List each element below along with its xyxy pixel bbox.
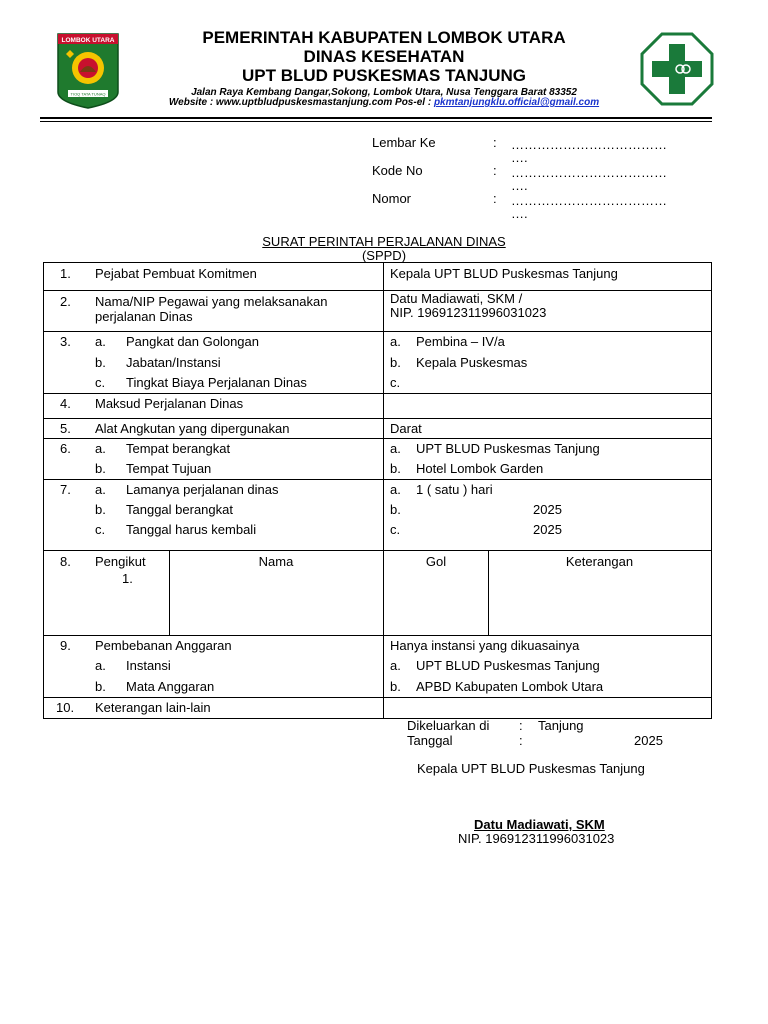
date-separator: : xyxy=(519,733,523,748)
row3c-value-marker: c. xyxy=(390,375,401,390)
header-rule-thin xyxy=(40,121,712,122)
row2-label-line1: Nama/NIP Pegawai yang melaksanakan xyxy=(95,294,328,309)
row6-number: 6. xyxy=(60,441,71,456)
row7c-label: Tanggal harus kembali xyxy=(126,522,257,537)
meta-cont-nomor: …. xyxy=(511,206,528,221)
row9b-value: APBD Kabupaten Lombok Utara xyxy=(416,679,604,694)
row2-label-line2: perjalanan Dinas xyxy=(95,309,193,324)
column-header-gol: Gol xyxy=(425,554,447,569)
email-link[interactable]: pkmtanjungklu.official@gmail.com xyxy=(433,97,600,108)
row7b-value-marker: b. xyxy=(390,502,401,517)
row7b-value: 2025 xyxy=(533,502,562,517)
row9b-marker: b. xyxy=(95,679,106,694)
row-divider xyxy=(44,331,711,332)
department-name: DINAS KESEHATAN xyxy=(303,47,465,66)
row6b-value: Hotel Lombok Garden xyxy=(416,461,544,476)
row3a-value-marker: a. xyxy=(390,334,401,349)
meta-dots-nomor: ……………………………… xyxy=(511,193,667,208)
row10-label: Keterangan lain-lain xyxy=(95,700,211,715)
row9-label: Pembebanan Anggaran xyxy=(95,638,232,653)
row3a-value: Pembina – IV/a xyxy=(416,334,505,349)
row3a-label: Pangkat dan Golongan xyxy=(126,334,259,349)
regency-logo xyxy=(56,32,120,110)
row5-label: Alat Angkutan yang dipergunakan xyxy=(95,421,290,436)
row6a-label: Tempat berangkat xyxy=(126,441,231,456)
row7b-marker: b. xyxy=(95,502,106,517)
row5-value: Darat xyxy=(390,421,422,436)
row1-value: Kepala UPT BLUD Puskesmas Tanjung xyxy=(390,266,618,281)
row6a-value-marker: a. xyxy=(390,441,401,456)
row2-number: 2. xyxy=(60,294,71,309)
column-header-nama: Nama xyxy=(258,554,294,569)
row10-number: 10. xyxy=(56,700,75,715)
issued-separator: : xyxy=(519,718,523,733)
row3b-marker: b. xyxy=(95,355,106,370)
row6b-value-marker: b. xyxy=(390,461,401,476)
row-divider xyxy=(44,393,711,394)
row9a-value-marker: a. xyxy=(390,658,401,673)
meta-sep-kode: : xyxy=(493,163,497,178)
row1-number: 1. xyxy=(60,266,71,281)
row3-number: 3. xyxy=(60,334,71,349)
row7a-value: 1 ( satu ) hari xyxy=(416,482,493,497)
row9-number: 9. xyxy=(60,638,71,653)
row3b-value-marker: b. xyxy=(390,355,401,370)
row8-label: Pengikut xyxy=(95,554,146,569)
meta-sep-nomor: : xyxy=(493,191,497,206)
row8-number: 8. xyxy=(60,554,71,569)
row6a-value: UPT BLUD Puskesmas Tanjung xyxy=(416,441,600,456)
row-divider xyxy=(44,438,711,439)
column-divider-middle xyxy=(383,263,384,718)
row7-number: 7. xyxy=(60,482,71,497)
row3b-value: Kepala Puskesmas xyxy=(416,355,528,370)
row4-number: 4. xyxy=(60,396,71,411)
signatory-nip: NIP. 196912311996031023 xyxy=(458,831,615,846)
row-divider xyxy=(44,418,711,419)
date-value: 2025 xyxy=(634,733,663,748)
row7c-value-marker: c. xyxy=(390,522,401,537)
date-label: Tanggal xyxy=(407,733,453,748)
institution-name: UPT BLUD PUSKESMAS TANJUNG xyxy=(242,66,526,85)
row9a-value: UPT BLUD Puskesmas Tanjung xyxy=(416,658,600,673)
row-divider xyxy=(44,635,711,636)
row1-label: Pejabat Pembuat Komitmen xyxy=(95,266,257,281)
row-divider xyxy=(44,550,711,551)
document-title: SURAT PERINTAH PERJALANAN DINAS xyxy=(262,234,506,249)
row9-value: Hanya instansi yang dikuasainya xyxy=(390,638,580,653)
contact-line xyxy=(120,97,648,108)
row4-label: Maksud Perjalanan Dinas xyxy=(95,396,244,411)
meta-label-kode: Kode No xyxy=(372,163,423,178)
meta-sep-lembar: : xyxy=(493,135,497,150)
signatory-position: Kepala UPT BLUD Puskesmas Tanjung xyxy=(417,761,645,776)
row9b-label: Mata Anggaran xyxy=(126,679,215,694)
issued-place: Tanjung xyxy=(538,718,584,733)
row9a-label: Instansi xyxy=(126,658,171,673)
meta-label-lembar: Lembar Ke xyxy=(372,135,436,150)
meta-label-nomor: Nomor xyxy=(372,191,412,206)
row7c-marker: c. xyxy=(95,522,106,537)
meta-cont-kode: …. xyxy=(511,178,528,193)
row3b-label: Jabatan/Instansi xyxy=(126,355,221,370)
document-subtitle: (SPPD) xyxy=(361,248,407,263)
header-rule-thick xyxy=(40,117,712,119)
row-divider xyxy=(44,479,711,480)
row6a-marker: a. xyxy=(95,441,106,456)
regency-logo-text: LOMBOK UTARA xyxy=(61,37,115,44)
row-divider xyxy=(44,290,711,291)
address: Jalan Raya Kembang Dangar,Sokong, Lombok Utara, Nusa Tenggara Barat 83352 xyxy=(191,87,577,98)
column-header-keterangan: Keterangan xyxy=(565,554,634,569)
regency-logo-motto: TIOQ TATA TUNAQ xyxy=(70,91,106,97)
row9a-marker: a. xyxy=(95,658,106,673)
row6b-marker: b. xyxy=(95,461,106,476)
row7b-label: Tanggal berangkat xyxy=(126,502,233,517)
row7a-label: Lamanya perjalanan dinas xyxy=(126,482,279,497)
puskesmas-logo xyxy=(640,32,714,106)
signatory-name: Datu Madiawati, SKM xyxy=(474,817,605,832)
row3a-marker: a. xyxy=(95,334,106,349)
row3c-marker: c. xyxy=(95,375,106,390)
row6b-label: Tempat Tujuan xyxy=(126,461,212,476)
row7c-value: 2025 xyxy=(533,522,562,537)
row7a-marker: a. xyxy=(95,482,106,497)
issued-label: Dikeluarkan di xyxy=(407,718,490,733)
row9b-value-marker: b. xyxy=(390,679,401,694)
row3c-label: Tingkat Biaya Perjalanan Dinas xyxy=(126,375,307,390)
meta-cont-lembar: …. xyxy=(511,150,528,165)
meta-dots-kode: ……………………………… xyxy=(511,165,667,180)
row2-value-line2: NIP. 196912311996031023 xyxy=(390,305,547,320)
row5-number: 5. xyxy=(60,421,71,436)
meta-dots-lembar: ……………………………… xyxy=(511,137,667,152)
website-text: Website : www.uptbludpuskesmastanjung.com Pos-el : xyxy=(168,97,434,108)
row7a-value-marker: a. xyxy=(390,482,401,497)
row2-value-line1: Datu Madiawati, SKM / xyxy=(390,291,523,306)
row-divider xyxy=(44,697,711,698)
government-name: PEMERINTAH KABUPATEN LOMBOK UTARA xyxy=(202,28,566,47)
row8-item-number: 1. xyxy=(122,571,133,586)
